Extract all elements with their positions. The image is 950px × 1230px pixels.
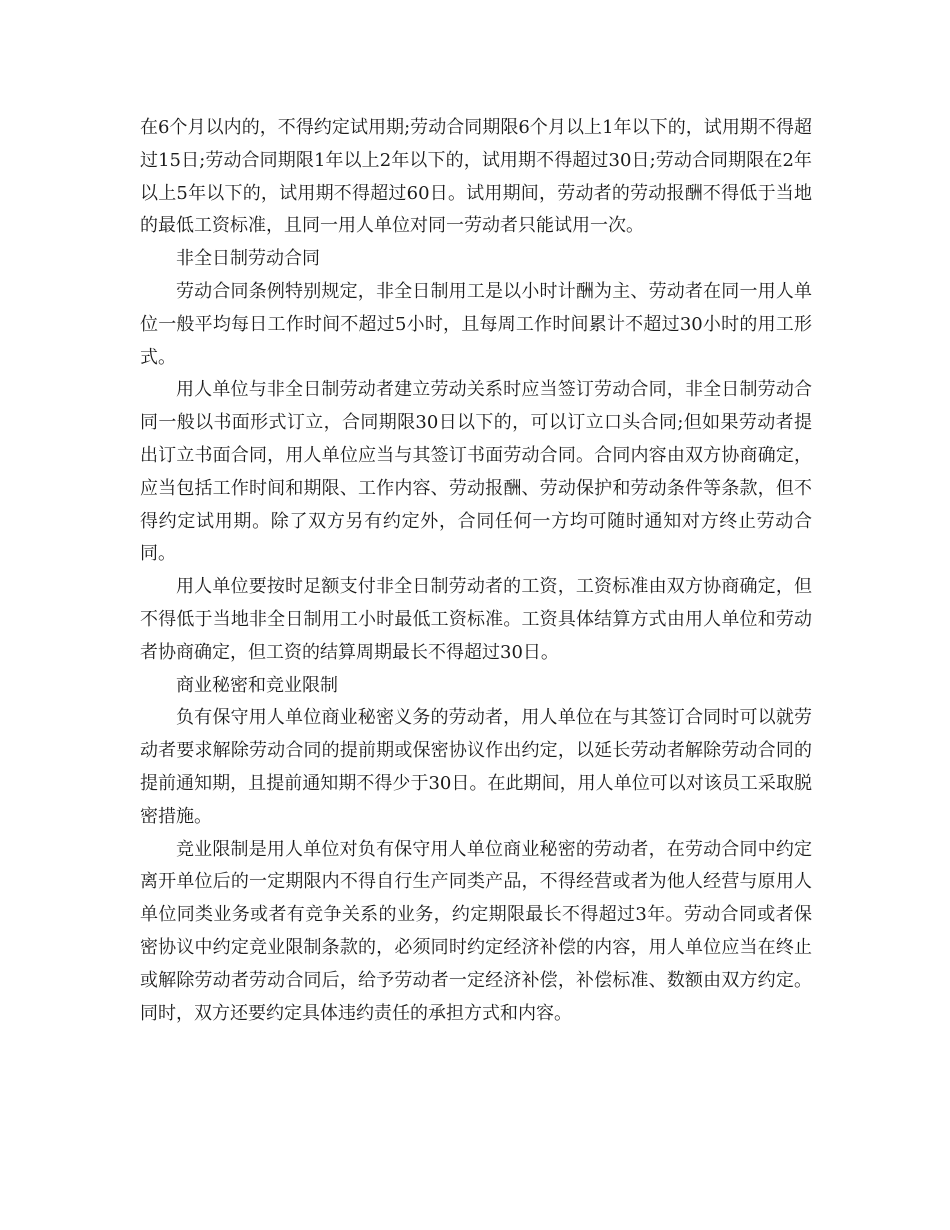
paragraph-non-compete: 竞业限制是用人单位对负有保守用人单位商业秘密的劳动者，在劳动合同中约定离开单位后的一定期限内不得自行生产同类产品，不得经营或者为他人经营与原用人单位同类业务或者有竞争关系的业务，约定期限最长不得超过3年。劳动合同或者保密协议中约定竞业限制条款的，必须同时约定经济补偿的内容，用人单位应当在终止或解除劳动者劳动合同后，给予劳动者一定经济补偿，补偿标准、数额由双方约定。同时，双方还要约定具体违约责任的承担方式和内容。 bbox=[140, 838, 812, 1024]
paragraph-confidentiality: 负有保守用人单位商业秘密义务的劳动者，用人单位在与其签订合同时可以就劳动者要求解除劳动合同的提前期或保密协议作出约定，以延长劳动者解除劳动合同的提前通知期，且提前通知期不得少于30日。在此期间，用人单位可以对该员工采取脱密措施。 bbox=[140, 707, 812, 827]
paragraph-part-time-definition: 劳动合同条例特别规定，非全日制用工是以小时计酬为主、劳动者在同一用人单位一般平均每日工作时间不超过5小时，且每周工作时间累计不超过30小时的用工形式。 bbox=[140, 280, 812, 368]
paragraph-probation-continued: 在6个月以内的，不得约定试用期;劳动合同期限6个月以上1年以下的，试用期不得超过15日;劳动合同期限1年以上2年以下的，试用期不得超过30日;劳动合同期限在2年以上5年以下的，试用期不得超过60日。试用期间，劳动者的劳动报酬不得低于当地的最低工资标准，且同一用人单位对同一劳动者只能试用一次。 bbox=[140, 117, 812, 237]
paragraph-part-time-contract: 用人单位与非全日制劳动者建立劳动关系时应当签订劳动合同，非全日制劳动合同一般以书面形式订立，合同期限30日以下的，可以订立口头合同;但如果劳动者提出订立书面合同，用人单位应当与其签订书面劳动合同。合同内容由双方协商确定，应当包括工作时间和期限、工作内容、劳动报酬、劳动保护和劳动条件等条款，但不得约定试用期。除了双方另有约定外，合同任何一方均可随时通知对方终止劳动合同。 bbox=[140, 379, 812, 565]
paragraph-part-time-wages: 用人单位要按时足额支付非全日制劳动者的工资，工资标准由双方协商确定，但不得低于当地非全日制用工小时最低工资标准。工资具体结算方式由用人单位和劳动者协商确定，但工资的结算周期最长不得超过30日。 bbox=[140, 576, 812, 663]
document-page bbox=[140, 112, 812, 1030]
section-heading-trade-secrets: 商业秘密和竞业限制 bbox=[176, 674, 338, 696]
section-heading-part-time: 非全日制劳动合同 bbox=[176, 248, 320, 270]
